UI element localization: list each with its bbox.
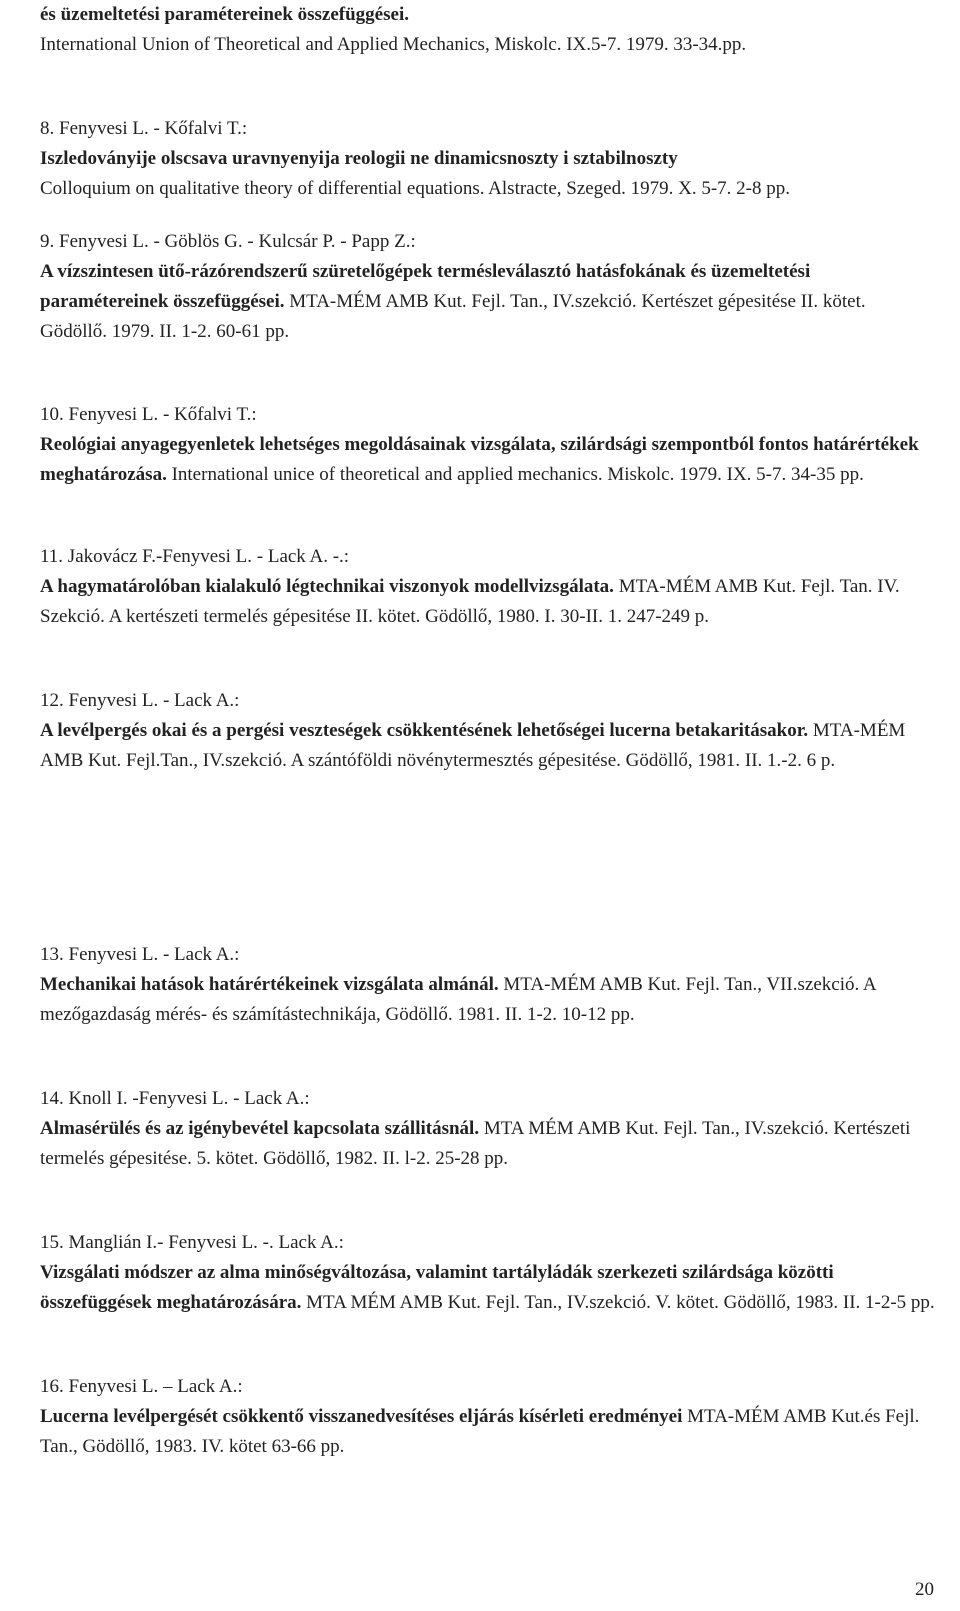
reference-number: 11. bbox=[40, 546, 64, 567]
reference-authors: Fenyvesi L. - Kőfalvi T.: bbox=[68, 404, 257, 425]
reference-entry-16 bbox=[40, 1372, 936, 1462]
page-number: 20 bbox=[915, 1579, 934, 1600]
reference-entry-10 bbox=[40, 400, 936, 490]
reference-authors: Fenyvesi L. - Lack A.: bbox=[68, 690, 240, 711]
reference-authors: Fenyvesi L. - Göblös G. - Kulcsár P. - Papp Z.: bbox=[59, 231, 416, 252]
reference-entry-11 bbox=[40, 542, 936, 632]
reference-source: MTA-MÉM AMB Kut. Fejl. Tan., VII.szekció. A mezőgazdaság mérés- és számítástechnikája, Gödöllő. 1981. II. 1-2. 10-12 pp. bbox=[40, 974, 876, 1025]
reference-title: Almasérülés és az igénybevétel kapcsolata szállitásnál. bbox=[40, 1118, 480, 1139]
reference-number: 14. bbox=[40, 1088, 64, 1109]
reference-source: MTA-MÉM AMB Kut. Fejl. Tan. IV. Szekció. A kertészeti termelés gépesitése II. kötet. Gödöllő, 1980. I. 30-II. 1. 247-249 p. bbox=[40, 576, 900, 627]
reference-authors: Fenyvesi L. – Lack A.: bbox=[68, 1376, 243, 1397]
reference-title: Iszledoványije olscsava uravnyenyija reologii ne dinamicsnoszty i sztabilnoszty bbox=[40, 148, 678, 169]
reference-number: 15. bbox=[40, 1232, 64, 1253]
reference-entry-8 bbox=[40, 114, 936, 204]
reference-authors: Jakovácz F.-Fenyvesi L. - Lack A. -.: bbox=[67, 546, 350, 567]
reference-number: 16. bbox=[40, 1376, 64, 1397]
reference-source: International unice of theoretical and applied mechanics. Miskolc. 1979. IX. 5-7. 34-35 pp. bbox=[171, 464, 864, 485]
reference-entry-9 bbox=[40, 227, 936, 347]
reference-title: A hagymatárolóban kialakuló légtechnikai viszonyok modellvizsgálata. bbox=[40, 576, 614, 597]
reference-source: Colloquium on qualitative theory of differential equations. Alstracte, Szeged. 1979. X. 5-7. 2-8 pp. bbox=[40, 178, 790, 199]
reference-entry-15 bbox=[40, 1228, 936, 1318]
reference-authors: Fenyvesi L. - Lack A.: bbox=[68, 944, 240, 965]
reference-number: 10. bbox=[40, 404, 64, 425]
reference-authors: Knoll I. -Fenyvesi L. - Lack A.: bbox=[68, 1088, 310, 1109]
reference-source: MTA-MÉM AMB Kut. Fejl. Tan., IV.szekció. Kertészet gépesitése II. kötet. Gödöllő. 1979. II. 1-2. 60-61 pp. bbox=[40, 291, 866, 342]
reference-source: MTA MÉM AMB Kut. Fejl. Tan., IV.szekció. V. kötet. Gödöllő, 1983. II. 1-2-5 pp. bbox=[306, 1292, 935, 1313]
reference-number: 13. bbox=[40, 944, 64, 965]
reference-title: és üzemeltetési paramétereinek összefüggései. bbox=[40, 4, 409, 25]
reference-title: Reológiai anyagegyenletek lehetséges megoldásainak vizsgálata, szilárdsági szempontból fontos határértékek meghatározása. bbox=[40, 434, 919, 485]
reference-entry-14 bbox=[40, 1084, 936, 1174]
reference-number: 12. bbox=[40, 690, 64, 711]
reference-entry-13 bbox=[40, 940, 936, 1030]
reference-source: MTA-MÉM AMB Kut. Fejl.Tan., IV.szekció. A szántóföldi növénytermesztés gépesitése. Gödöllő, 1981. II. 1.-2. 6 p. bbox=[40, 720, 906, 771]
reference-source: MTA MÉM AMB Kut. Fejl. Tan., IV.szekció. Kertészeti termelés gépesitése. 5. kötet. Gödöllő, 1982. II. l-2. 25-28 pp. bbox=[40, 1118, 911, 1169]
reference-title: Mechanikai hatások határértékeinek vizsgálata almánál. bbox=[40, 974, 499, 995]
reference-title: Lucerna levélpergését csökkentő visszanedvesítéses eljárás kísérleti eredményei bbox=[40, 1406, 683, 1427]
reference-title: A levélpergés okai és a pergési veszteségek csökkentésének lehetőségei lucerna betakaritásakor. bbox=[40, 720, 809, 741]
reference-authors: Fenyvesi L. - Kőfalvi T.: bbox=[59, 118, 248, 139]
reference-authors: Manglián I.- Fenyvesi L. -. Lack A.: bbox=[68, 1232, 344, 1253]
reference-title: Vizsgálati módszer az alma minőségváltozása, valamint tartályládák szerkezeti szilárdsága közötti összefüggések meghatározására. bbox=[40, 1262, 834, 1313]
reference-title: A vízszintesen ütő-rázórendszerű szüretelőgépek termésleválasztó hatásfokának és üzemeltetési paramétereinek összefüggései. bbox=[40, 261, 811, 312]
reference-source: International Union of Theoretical and Applied Mechanics, Miskolc. IX.5-7. 1979. 33-34.pp. bbox=[40, 34, 747, 55]
reference-entry-12 bbox=[40, 686, 936, 776]
reference-number: 8. bbox=[40, 118, 55, 139]
reference-source: MTA-MÉM AMB Kut.és Fejl. Tan., Gödöllő, 1983. IV. kötet 63-66 pp. bbox=[40, 1406, 920, 1457]
reference-entry-7-continued bbox=[40, 0, 936, 60]
reference-number: 9. bbox=[40, 231, 55, 252]
